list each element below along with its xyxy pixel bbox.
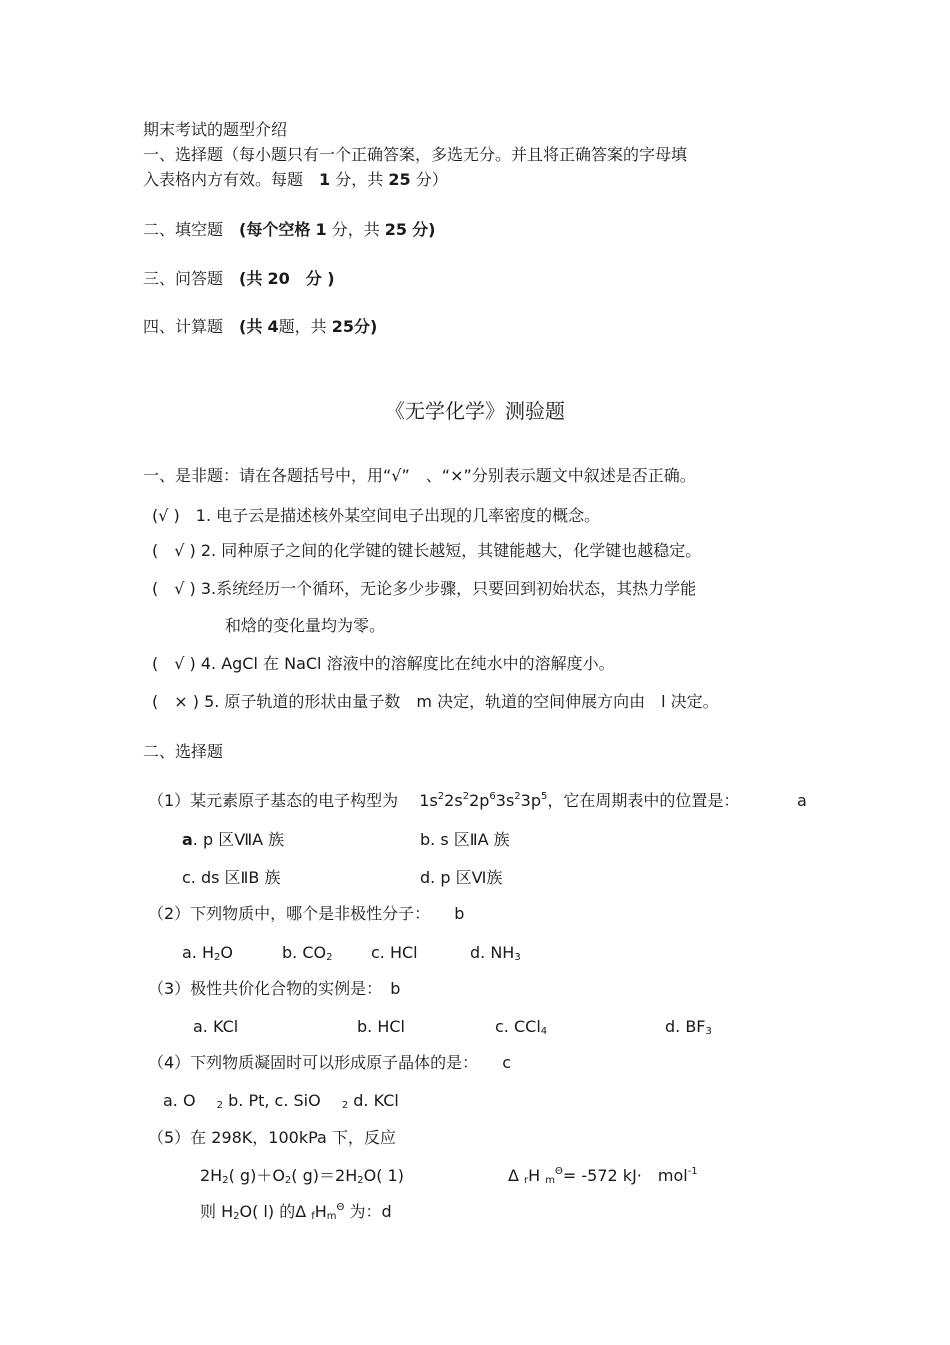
mc-question-4-options: a. O $_2$ b. Pt, c. SiO $_2$ d. KCl <box>163 1091 399 1111</box>
mc-heading: 二、选择题 <box>143 742 224 761</box>
mc-question-1-option-d: d. p 区Ⅵ族 <box>420 868 503 887</box>
tf-question-2: ( √ ) 2. 同种原子之间的化学键的键长越短，其键能越大，化学键也越稳定。 <box>152 541 702 560</box>
mc-question-2-stem: （2）下列物质中，哪个是非极性分子： b <box>148 904 465 923</box>
mc-question-3-option-c: c. CCl$_4$ <box>495 1017 548 1037</box>
mc-question-1-stem: （1）某元素原子基态的电子构型为 $1s^22s^22p^63s^23p^5$，它在周期表中的位置是： <box>148 791 740 810</box>
mc-question-3-option-b: b. HCl <box>357 1017 405 1036</box>
mc-question-5-stem: （5）在 298K，100kPa 下，反应 <box>148 1128 396 1147</box>
mc-question-5-reaction: $2H_2$( $g)+O_2$( $g)=2H_2O$( 1) <box>200 1166 404 1186</box>
mc-question-5-ask: 则 $H_2O$( l) 的Δ $_fH_m^\Theta$ 为：d <box>200 1202 392 1222</box>
quiz-title: 《无学化学》测验题 <box>385 399 565 423</box>
mc-question-1-option-c: c. ds 区ⅡB 族 <box>182 868 281 887</box>
tf-question-3-line-1: ( √ ) 3.系统经历一个循环，无论多少步骤，只要回到初始状态，其热力学能 <box>152 579 697 598</box>
mc-question-1-option-b: b. s 区ⅡA 族 <box>420 830 510 849</box>
electron-configuration: $1s^22s^22p^63s^23p^5$ <box>419 791 548 810</box>
tf-instruction: 一、是非题：请在各题括号中，用“√” 、“×”分别表示题文中叙述是否正确。 <box>143 466 696 485</box>
intro-section-4: 四、计算题 (共 4题，共 25分) <box>143 317 378 336</box>
tf-question-5: ( × ) 5. 原子轨道的形状由量子数 m 决定，轨道的空间伸展方向由 l 决定。 <box>152 692 719 711</box>
mc-question-1-answer: a <box>797 791 807 810</box>
mc-question-3-option-a: a. KCl <box>193 1017 239 1036</box>
mc-question-3-stem: （3）极性共价化合物的实例是： b <box>148 979 401 998</box>
mc-question-2-option-d: d. $NH_3$ <box>470 943 521 963</box>
mc-question-4-stem: （4）下列物质凝固时可以形成原子晶体的是： c <box>148 1053 511 1072</box>
tf-question-4: ( √ ) 4. AgCl 在 NaCl 溶液中的溶解度比在纯水中的溶解度小。 <box>152 654 615 673</box>
intro-heading: 期末考试的题型介绍 <box>143 120 288 139</box>
intro-section-1-line-2: 入表格内方有效。每题 1 分，共 25 分） <box>143 170 448 189</box>
mc-question-3-option-d: d. $BF_3$ <box>665 1017 712 1037</box>
tf-question-1: (√ ) 1. 电子云是描述核外某空间电子出现的几率密度的概念。 <box>152 506 601 525</box>
mc-question-5-enthalpy: Δ $_r$H $_m^\Theta$= -572 kJ· mol$^{-1}$ <box>508 1166 698 1186</box>
intro-section-3: 三、问答题 (共 20 分 ) <box>143 269 335 288</box>
intro-section-2: 二、填空题 (每个空格 1 分，共 25 分) <box>143 220 436 239</box>
mc-question-2-option-b: b. $CO_2$ <box>282 943 333 963</box>
tf-question-3-line-2: 和焓的变化量均为零。 <box>225 616 386 635</box>
intro-section-1-line-1: 一、选择题（每小题只有一个正确答案，多选无分。并且将正确答案的字母填 <box>143 145 688 164</box>
mc-question-2-option-c: c. HCl <box>371 943 418 962</box>
mc-question-1-option-a: a. p 区ⅦA 族 <box>182 830 285 849</box>
mc-question-2-option-a: a. $H_2O$ <box>182 943 233 963</box>
